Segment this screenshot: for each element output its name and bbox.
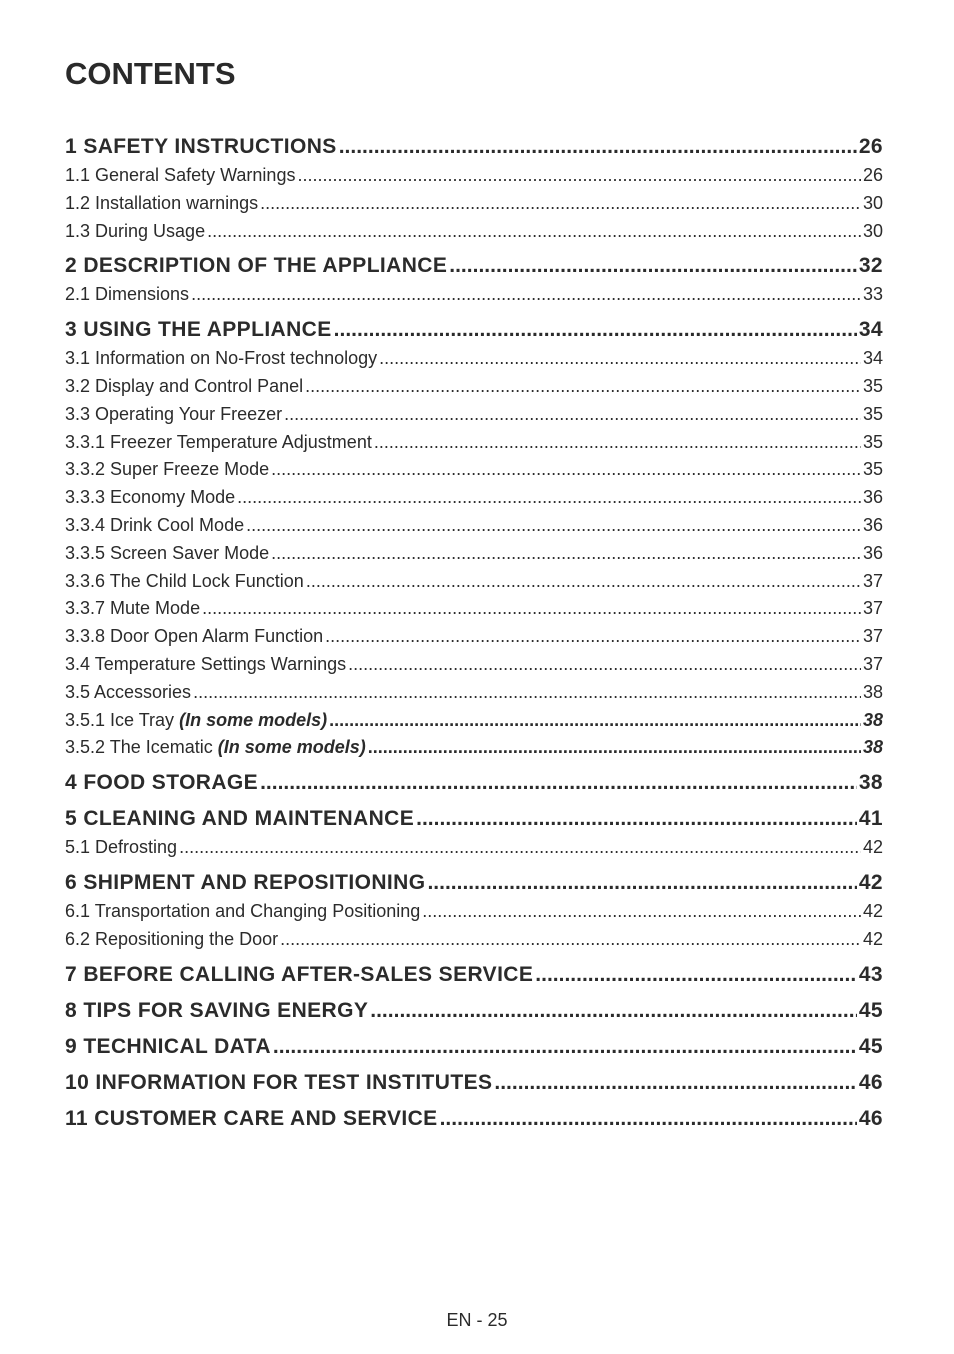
toc-page-number: 37 xyxy=(862,598,883,619)
toc-page-number: 30 xyxy=(862,192,883,213)
toc-page-number: 26 xyxy=(858,135,883,158)
toc-entry-label xyxy=(65,768,258,798)
toc-entry-title: 3.5.2 The Icematic xyxy=(65,737,213,758)
toc-page-number: 41 xyxy=(858,807,883,831)
toc-section-entry[interactable] xyxy=(65,345,883,373)
toc-section-entry[interactable] xyxy=(65,540,883,568)
toc-section-entry[interactable] xyxy=(65,512,883,540)
toc-chapter-entry[interactable] xyxy=(65,1068,883,1098)
dot-leader xyxy=(273,1032,857,1062)
toc-page-number: 46 xyxy=(858,1070,883,1094)
toc-entry-label xyxy=(65,345,377,373)
toc-entry-label xyxy=(65,132,337,162)
toc-entry-title: 3.3.7 Mute Mode xyxy=(65,598,201,619)
toc-entry-label xyxy=(65,190,258,218)
toc-section-entry[interactable] xyxy=(65,281,883,309)
toc-entry-title: 2 DESCRIPTION OF THE APPLIANCE xyxy=(65,254,448,278)
toc-page-number: 38 xyxy=(862,737,883,758)
toc-entry-title: 7 BEFORE CALLING AFTER-SALES SERVICE xyxy=(65,962,534,986)
toc-chapter-entry[interactable] xyxy=(65,315,883,345)
toc-entry-label xyxy=(65,804,414,834)
toc-entry-title: 1.3 During Usage xyxy=(65,220,206,241)
dot-leader xyxy=(280,926,861,954)
toc-entry-title: 3.5.1 Ice Tray xyxy=(65,709,175,730)
toc-entry-label xyxy=(65,373,303,401)
toc-page-number: 37 xyxy=(862,653,883,674)
page-number: EN - 25 xyxy=(446,1310,508,1330)
toc-entry-title: 1.2 Installation warnings xyxy=(65,192,259,213)
dot-leader xyxy=(284,401,861,429)
toc-page-number: 42 xyxy=(858,870,883,894)
toc-entry-note: (In some models) xyxy=(217,737,366,758)
dot-leader xyxy=(325,623,861,651)
toc-entry-label xyxy=(65,679,191,707)
toc-entry-label xyxy=(65,1032,271,1062)
toc-page-number: 45 xyxy=(858,998,883,1022)
toc-entry-title: 4 FOOD STORAGE xyxy=(65,771,259,795)
toc-section-entry[interactable] xyxy=(65,595,883,623)
toc-entry-title: 6 SHIPMENT AND REPOSITIONING xyxy=(65,870,426,894)
toc-section-entry[interactable] xyxy=(65,162,883,190)
toc-entry-title: 3.2 Display and Control Panel xyxy=(65,375,304,396)
toc-entry-label xyxy=(65,707,327,735)
toc-entry-label xyxy=(65,281,189,309)
dot-leader xyxy=(422,898,861,926)
toc-section-entry[interactable] xyxy=(65,218,883,246)
toc-page-number: 34 xyxy=(862,348,883,369)
dot-leader xyxy=(207,218,861,246)
toc-entry-label xyxy=(65,568,304,596)
toc-entry-label xyxy=(65,898,420,926)
dot-leader xyxy=(297,162,861,190)
dot-leader xyxy=(237,484,861,512)
dot-leader xyxy=(368,734,861,762)
toc-page-number: 35 xyxy=(862,459,883,480)
toc-page-number: 32 xyxy=(858,254,883,278)
toc-entry-note: (In some models) xyxy=(179,709,328,730)
toc-chapter-entry[interactable] xyxy=(65,251,883,281)
toc-entry-label xyxy=(65,484,235,512)
dot-leader xyxy=(334,315,857,345)
toc-page-number: 38 xyxy=(862,681,883,702)
toc-page-number: 35 xyxy=(862,431,883,452)
toc-entry-label xyxy=(65,926,278,954)
toc-page-number: 35 xyxy=(862,375,883,396)
toc-chapter-entry[interactable] xyxy=(65,1032,883,1062)
toc-entry-label xyxy=(65,162,295,190)
toc-chapter-entry[interactable] xyxy=(65,960,883,990)
toc-entry-title: 3.4 Temperature Settings Warnings xyxy=(65,653,347,674)
toc-entry-title: 5 CLEANING AND MAINTENANCE xyxy=(65,807,415,831)
dot-leader xyxy=(348,651,861,679)
toc-section-entry[interactable] xyxy=(65,707,883,735)
dot-leader xyxy=(440,1104,857,1134)
toc-section-entry[interactable] xyxy=(65,898,883,926)
dot-leader xyxy=(271,540,861,568)
toc-section-entry[interactable] xyxy=(65,401,883,429)
dot-leader xyxy=(416,804,857,834)
toc-chapter-entry[interactable] xyxy=(65,996,883,1026)
toc-page-number: 30 xyxy=(862,220,883,241)
toc-entry-title: 10 INFORMATION FOR TEST INSTITUTES xyxy=(65,1070,493,1094)
toc-entry-title: 3 USING THE APPLIANCE xyxy=(65,318,332,342)
dot-leader xyxy=(271,456,861,484)
dot-leader xyxy=(379,345,861,373)
dot-leader xyxy=(449,251,857,281)
toc-section-entry[interactable] xyxy=(65,834,883,862)
toc-entry-title: 3.3 Operating Your Freezer xyxy=(65,403,283,424)
toc-entry-title: 3.1 Information on No-Frost technology xyxy=(65,348,378,369)
toc-entry-label xyxy=(65,834,177,862)
toc-entry-title: 3.3.8 Door Open Alarm Function xyxy=(65,626,324,647)
toc-section-entry[interactable] xyxy=(65,373,883,401)
dot-leader xyxy=(260,190,861,218)
toc-entry-label xyxy=(65,218,205,246)
toc-entry-label xyxy=(65,734,366,762)
dot-leader xyxy=(191,281,861,309)
toc-entry-label xyxy=(65,315,332,345)
dot-leader xyxy=(246,512,861,540)
toc-entry-title: 3.3.1 Freezer Temperature Adjustment xyxy=(65,431,372,452)
toc-entry-title: 1 SAFETY INSTRUCTIONS xyxy=(65,135,337,158)
toc-page-number: 42 xyxy=(862,837,883,858)
toc-page-number: 45 xyxy=(858,1034,883,1058)
toc-entry-title: 1.1 General Safety Warnings xyxy=(65,165,296,185)
dot-leader xyxy=(306,568,861,596)
toc-section-entry[interactable] xyxy=(65,926,883,954)
toc-section-entry[interactable] xyxy=(65,456,883,484)
toc-entry-label xyxy=(65,623,323,651)
dot-leader xyxy=(260,768,857,798)
toc-entry-label xyxy=(65,651,346,679)
toc-entry-label xyxy=(65,595,200,623)
dot-leader xyxy=(305,373,861,401)
toc-page-number: 37 xyxy=(862,626,883,647)
toc-section-entry[interactable] xyxy=(65,679,883,707)
dot-leader xyxy=(193,679,861,707)
toc-page-number: 38 xyxy=(862,709,883,730)
table-of-contents xyxy=(65,132,883,1134)
toc-section-entry[interactable] xyxy=(65,623,883,651)
toc-page-number: 42 xyxy=(862,928,883,949)
toc-page-number: 33 xyxy=(862,284,883,305)
toc-page-number: 37 xyxy=(862,570,883,591)
toc-entry-title: 2.1 Dimensions xyxy=(65,284,190,305)
toc-entry-label xyxy=(65,456,269,484)
page-title: CONTENTS xyxy=(65,56,236,91)
dot-leader xyxy=(370,996,857,1026)
toc-section-entry[interactable] xyxy=(65,190,883,218)
toc-entry-title: 3.3.2 Super Freeze Mode xyxy=(65,459,270,480)
toc-section-entry[interactable] xyxy=(65,484,883,512)
toc-entry-title: 9 TECHNICAL DATA xyxy=(65,1034,271,1058)
toc-entry-label xyxy=(65,1104,438,1134)
toc-entry-label xyxy=(65,540,269,568)
toc-entry-label xyxy=(65,251,447,281)
toc-entry-title: 6.2 Repositioning the Door xyxy=(65,928,279,949)
toc-page-number: 42 xyxy=(862,900,883,921)
dot-leader xyxy=(374,429,861,457)
toc-chapter-entry[interactable] xyxy=(65,132,883,162)
toc-section-entry[interactable] xyxy=(65,734,883,762)
toc-entry-label xyxy=(65,996,368,1026)
toc-section-entry[interactable] xyxy=(65,651,883,679)
toc-entry-label xyxy=(65,401,282,429)
toc-chapter-entry[interactable] xyxy=(65,868,883,898)
toc-section-entry[interactable] xyxy=(65,429,883,457)
dot-leader xyxy=(329,707,861,735)
dot-leader xyxy=(202,595,861,623)
toc-page-number: 36 xyxy=(862,514,883,535)
toc-entry-title: 5.1 Defrosting xyxy=(65,837,178,858)
toc-entry-title: 6.1 Transportation and Changing Positioning xyxy=(65,900,421,921)
toc-page-number: 34 xyxy=(858,318,883,342)
toc-page-number: 38 xyxy=(858,771,883,795)
toc-entry-title: 3.3.4 Drink Cool Mode xyxy=(65,514,245,535)
toc-chapter-entry[interactable] xyxy=(65,804,883,834)
toc-entry-label xyxy=(65,960,533,990)
toc-page-number: 36 xyxy=(862,487,883,508)
toc-entry-title: 3.3.3 Economy Mode xyxy=(65,487,236,508)
toc-page-number: 35 xyxy=(862,403,883,424)
toc-entry-title: 8 TIPS FOR SAVING ENERGY xyxy=(65,998,369,1022)
toc-section-entry[interactable] xyxy=(65,568,883,596)
toc-page-number: 43 xyxy=(858,962,883,986)
dot-leader xyxy=(427,868,856,898)
toc-page-number: 36 xyxy=(862,542,883,563)
dot-leader xyxy=(179,834,861,862)
toc-page-number: 46 xyxy=(858,1106,883,1130)
toc-entry-title: 3.5 Accessories xyxy=(65,681,192,702)
toc-entry-label xyxy=(65,1068,492,1098)
toc-chapter-entry[interactable] xyxy=(65,768,883,798)
toc-entry-label xyxy=(65,868,425,898)
dot-leader xyxy=(339,132,857,162)
toc-entry-title: 11 CUSTOMER CARE AND SERVICE xyxy=(65,1106,438,1130)
toc-entry-label xyxy=(65,512,244,540)
toc-entry-title: 3.3.5 Screen Saver Mode xyxy=(65,542,270,563)
toc-page-number: 26 xyxy=(862,165,883,185)
toc-entry-label xyxy=(65,429,372,457)
toc-entry-title: 3.3.6 The Child Lock Function xyxy=(65,570,304,591)
dot-leader xyxy=(494,1068,856,1098)
dot-leader xyxy=(535,960,857,990)
toc-chapter-entry[interactable] xyxy=(65,1104,883,1134)
